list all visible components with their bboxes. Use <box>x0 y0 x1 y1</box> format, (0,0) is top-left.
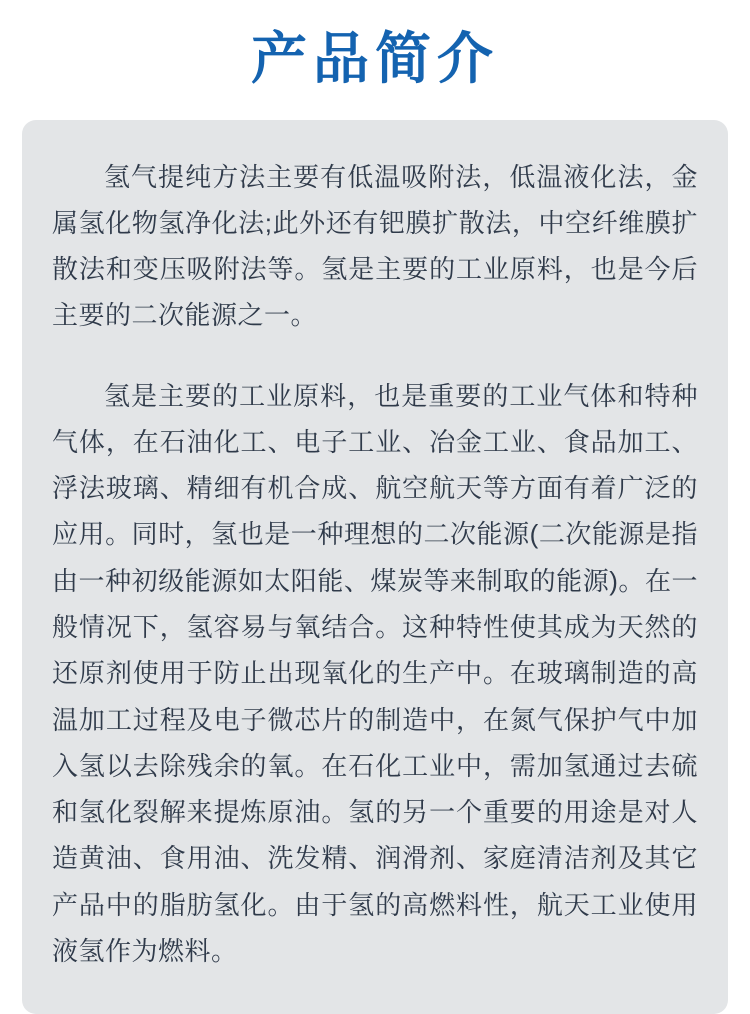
paragraph-1: 氢气提纯方法主要有低温吸附法，低温液化法，金属氢化物氢净化法;此外还有钯膜扩散法，中空纤维膜扩散法和变压吸附法等。氢是主要的工业原料，也是今后主要的二次能源之一。 <box>52 161 698 331</box>
page-title: 产品简介 <box>251 27 499 90</box>
paragraph-2: 氢是主要的工业原料，也是重要的工业气体和特种气体，在石油化工、电子工业、冶金工业、食品加工、浮法玻璃、精细有机合成、航空航天等方面有着广泛的应用。同时，氢也是一种理想的二次能源(二次能源是指由一种初级能源如太阳能、煤炭等来制取的能源)。在一般情况下，氢容易与氧结合。这种特性使其成为天然的还原剂使用于防止出现氧化的生产中。在玻璃制造的高温加工过程及电子微芯片的制造中，在氮气保护气中加入氢以去除残余的氧。在石化工业中，需加氢通过去硫和氢化裂解来提炼原油。氢的另一个重要的用途是对人造黄油、食用油、洗发精、润滑剂、家庭清洁剂及其它产品中的脂肪氢化。由于氢的高燃料性，航天工业使用液氢作为燃料。 <box>52 380 698 966</box>
content-card <box>22 120 728 1014</box>
